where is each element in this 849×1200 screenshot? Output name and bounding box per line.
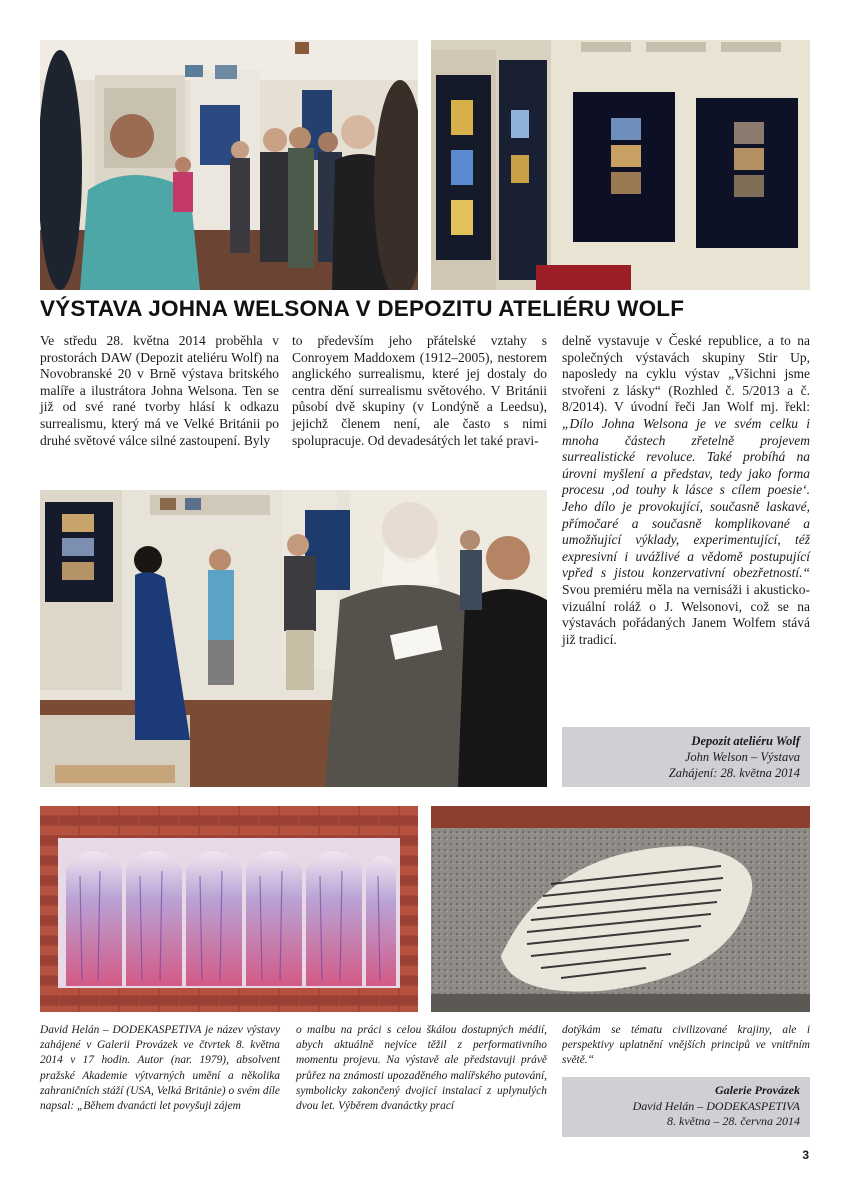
article-text-col3 (562, 333, 810, 648)
caption-text-col3: dotýkám se tématu civilizované krajiny, ale i perspektivy uplatnění vnějších principů ve vnitřním světě.“ (562, 1024, 810, 1067)
page-number: 3 (802, 1148, 809, 1162)
event-date: Zahájení: 28. května 2014 (668, 766, 800, 780)
photo-artist-vernissage (40, 490, 547, 787)
photo-artworks-wall (431, 40, 810, 290)
photo-dodekaspetiva-painting (40, 806, 418, 1012)
gallery-exhibition-title: David Helán – DODEKASPETIVA (632, 1098, 800, 1113)
article-column-2 (292, 333, 547, 449)
gallery-exhibition-dates: 8. května – 28. června 2014 (667, 1114, 800, 1128)
gallery-info-box (562, 1077, 810, 1137)
article-text-col2: to především jeho přátelské vztahy s Conroyem Maddoxem (1912–2005), nestorem anglického surrealismu, které jej dostaly do centra dění surrealismu světového. V Británii působí dvě skupiny (v Londýně a Leedsu), jejichž členem není, ale často s nimi spolupracuje. Od devadesátých let také pravi- (292, 333, 547, 448)
article-text-col3-intro: delně vystavuje v České republice, a to na společných výstavách skupiny Stir Up, naposledy na cyklu výstav „Všichni jsme stvořeni z lásky“ (Rozhled č. 5/2013 a č. 8/2014). V úvodní řeči Jan Wolf mj. řekl: (562, 333, 810, 415)
article-text-col1: Ve středu 28. května 2014 proběhla v prostorách DAW (Depozit ateliéru Wolf) na Novobranské 20 v Brně výstava britského malíře a ilustrátora Johna Welsona. Ten se již od své rané tvorby hlásí k odkazu surrealismu, který má ve Velké Británii po druhé světové válce silné zastoupení. Byly (40, 333, 279, 448)
event-title: John Welson – Výstava (684, 750, 800, 764)
article-column-3 (562, 333, 810, 648)
caption-text-col2: o malbu na práci s celou škálou dostupných médií, abych aktuálně nejvíce těžil z performativního momentu projevu. Na výstavě ale představuji právě průřez na známosti upozaděného malířského putování, symbolicky zakončený dvojicí instalací z uplynulých dvou let. Výběrem dvanáctky prací (296, 1024, 547, 1113)
gallery-venue: Galerie Provázek (715, 1083, 800, 1097)
article-headline: VÝSTAVA JOHNA WELSONA V DEPOZITU ATELIÉRU WOLF (40, 296, 685, 321)
article-text-col3-outro: Svou premiéru měla na vernisáži i akusticko-vizuální roláž o J. Welsonovi, což se na výstavách pořádaných Janem Wolfem stává již tradicí. (562, 581, 810, 647)
caption-column-1 (40, 1023, 280, 1114)
caption-column-2 (296, 1023, 547, 1114)
caption-text-col1: David Helán – DODEKASPETIVA je název výstavy zahájené v Galerii Provázek ve čtvrtek 8. května 2014 v 17 hodin. Autor (nar. 1979), absolvent pražské Akademie výtvarných umění a několika zahraničních stáží (USA, Velká Británie) o svém díle napsal: „Během dvanácti let povyšuji zájem (40, 1024, 280, 1113)
caption-column-3 (562, 1023, 810, 1069)
article-column-1 (40, 333, 279, 449)
photo-text-pillow-installation (431, 806, 810, 1012)
article-quote: „Dílo Johna Welsona je ve svém celku i mnoha částech zřetelně projevem surrealistické revoluce. Také probíhá na úrovni myšlení a představ, tedy jako forma procesu ‚od touhy k lásce s cílem poesie‘. Jeho dílo je provokující, současně laskavé, přímočaré a současně komplikované a umožňující výklady, experimentující, též expresivní i uvážlivé a vědomě postupující vpřed s jistou konzervativní obezřetností.“ (562, 415, 810, 581)
event-info-box (562, 727, 810, 787)
event-venue: Depozit ateliéru Wolf (691, 734, 800, 748)
photo-gallery-crowd (40, 40, 418, 290)
